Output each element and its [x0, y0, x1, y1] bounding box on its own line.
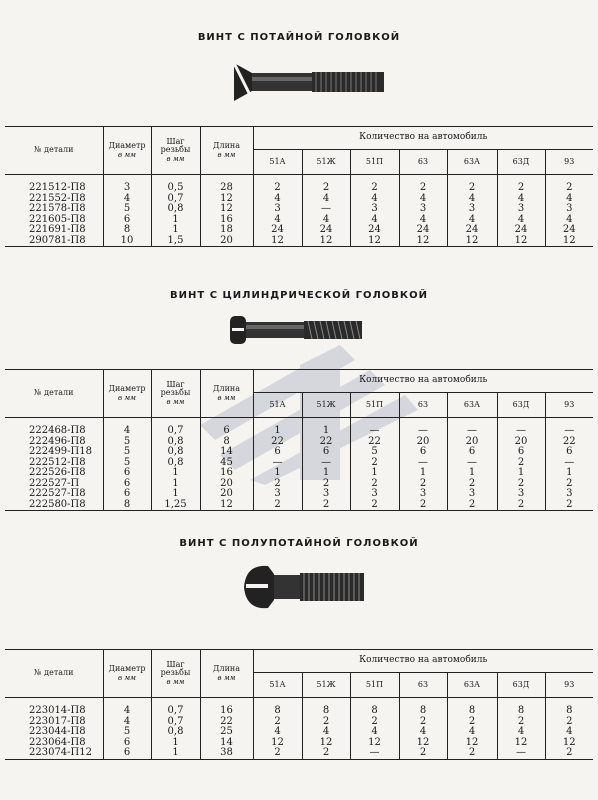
table-cell: 4 — [103, 717, 151, 728]
table-cell: 20 — [399, 437, 447, 448]
col-model: 93 — [545, 393, 593, 418]
col-model: 51Ж — [302, 150, 350, 175]
table-cell: 12 — [200, 500, 253, 511]
table-cell: 3 — [447, 204, 497, 215]
col-group-quantity: Количество на автомобиль — [253, 127, 593, 150]
cell-part-number: 222468-П8 — [5, 418, 103, 437]
table-cell: 25 — [200, 727, 253, 738]
table-cell: 6 — [497, 447, 545, 458]
col-thread-pitch: Шаг резьбы в мм — [151, 650, 200, 698]
table-cell: 8 — [350, 698, 399, 717]
table-cell: 12 — [497, 236, 545, 247]
table-cell: 8 — [253, 698, 302, 717]
col-model: 63Д — [497, 393, 545, 418]
table-cell: 1 — [497, 468, 545, 479]
table-cell: 2 — [253, 748, 302, 759]
table-cell: 12 — [350, 738, 399, 749]
table-cell: 24 — [562, 224, 576, 235]
table-row — [5, 204, 593, 215]
table-cell: 45 — [200, 458, 253, 469]
table-cell: 6 — [399, 447, 447, 458]
table-cell: 12 — [302, 236, 350, 247]
col-model: 51П — [350, 673, 399, 698]
table-row — [5, 748, 593, 759]
table-cell: 5 — [103, 447, 151, 458]
table-cell: — — [447, 458, 497, 469]
cell-part-number: 222496-П8 — [5, 437, 103, 448]
col-model: 51Ж — [302, 393, 350, 418]
cell-part-number: 223014-П8 — [5, 698, 103, 717]
table-cell: 22 — [562, 435, 576, 447]
table-cell: 0,7 — [151, 717, 200, 728]
col-length: Длина в мм — [200, 650, 253, 698]
table-cell: 5 — [103, 204, 151, 215]
table-cell: — — [253, 458, 302, 469]
table-cell: 6 — [103, 468, 151, 479]
table-body — [5, 175, 593, 247]
table-cell: 4 — [350, 727, 399, 738]
table-cell: 0,7 — [151, 418, 200, 437]
table-cell: — — [350, 418, 399, 437]
col-part-number: № детали — [5, 370, 103, 418]
cell-part-number: 221605-П8 — [5, 215, 103, 226]
table-cell: 12 — [447, 738, 497, 749]
table-cell: 2 — [447, 500, 497, 511]
table-cell: 2 — [302, 748, 350, 759]
table-cell: 3 — [302, 489, 350, 500]
col-model: 93 — [545, 673, 593, 698]
table-cell: 2 — [497, 500, 545, 511]
table-cell: 10 — [103, 236, 151, 247]
table-cell: 1 — [151, 225, 200, 236]
table-cell: 22 — [350, 437, 399, 448]
col-length: Длина в мм — [200, 127, 253, 175]
table-cell: 1 — [253, 468, 302, 479]
table-cell: 8 — [103, 500, 151, 511]
cylindrical-screw-illustration — [228, 310, 368, 350]
table-cell: 4 — [103, 418, 151, 437]
table-cell: 0,8 — [151, 727, 200, 738]
table-cell: 4 — [302, 215, 350, 226]
col-group-quantity: Количество на автомобиль — [253, 650, 593, 673]
table-cell: 1,25 — [151, 500, 200, 511]
col-model: 63А — [447, 393, 497, 418]
table-cell: 0,8 — [151, 437, 200, 448]
table-cell: 20 — [200, 236, 253, 247]
col-model: 51А — [253, 150, 302, 175]
table-cell: 3 — [253, 489, 302, 500]
table-cell: 4 — [497, 194, 545, 205]
cell-part-number: 223074-П12 — [5, 748, 103, 759]
table-cell: 24 — [447, 225, 497, 236]
table-cell: 4 — [350, 215, 399, 226]
table-cell: — — [447, 418, 497, 437]
table-cell: 3 — [350, 489, 399, 500]
table-cell: 0,8 — [151, 447, 200, 458]
table-cell: 22 — [302, 437, 350, 448]
table-cell: 2 — [497, 717, 545, 728]
table-cell: 2 — [399, 479, 447, 490]
table-cell: 12 — [399, 738, 447, 749]
table-cell: 2 — [566, 477, 573, 489]
table-cell: 3 — [350, 204, 399, 215]
cell-part-number: 222499-П18 — [5, 447, 103, 458]
col-group-quantity: Количество на автомобиль — [253, 370, 593, 393]
table-cell: — — [302, 458, 350, 469]
table-cell: 12 — [253, 236, 302, 247]
spec-table-cylindrical — [5, 369, 593, 511]
table-cell: 2 — [447, 748, 497, 759]
col-diameter: Диаметр в мм — [103, 650, 151, 698]
table-cell: 3 — [497, 204, 545, 215]
table-cell: 5 — [350, 447, 399, 458]
col-model: 63 — [399, 673, 447, 698]
table-row — [5, 489, 593, 500]
table-cell: 2 — [566, 182, 573, 193]
table-cell: 2 — [399, 748, 447, 759]
table-cell: 12 — [562, 234, 576, 246]
table-cell: 6 — [253, 447, 302, 458]
section-title-semi-countersunk: ВИНТ С ПОЛУПОТАЙНОЙ ГОЛОВКОЙ — [179, 538, 419, 549]
section-title-cylindrical: ВИНТ С ЦИЛИНДРИЧЕСКОЙ ГОЛОВКОЙ — [170, 290, 428, 301]
table-cell: 1 — [151, 215, 200, 226]
table-cell: 3 — [566, 488, 573, 499]
col-model: 51П — [350, 150, 399, 175]
table-cell: 0,7 — [151, 698, 200, 717]
table-row — [5, 194, 593, 205]
table-cell: 1 — [302, 468, 350, 479]
col-model: 63 — [399, 393, 447, 418]
table-cell: 1 — [566, 467, 573, 478]
table-cell: 4 — [566, 192, 573, 204]
table-cell: 1 — [151, 479, 200, 490]
table-row — [5, 447, 593, 458]
section-title-countersunk: ВИНТ С ПОТАЙНОЙ ГОЛОВКОЙ — [197, 32, 401, 43]
table-cell: 2 — [497, 175, 545, 194]
table-cell: 4 — [399, 727, 447, 738]
table-cell: 2 — [302, 717, 350, 728]
table-cell: 1 — [151, 468, 200, 479]
col-model: 63Д — [497, 673, 545, 698]
table-cell: 16 — [200, 468, 253, 479]
table-cell: 24 — [302, 225, 350, 236]
table-cell: — — [302, 204, 350, 215]
table-cell: 14 — [200, 447, 253, 458]
table-row — [5, 236, 593, 247]
table-cell: — — [497, 748, 545, 759]
table-cell: 24 — [350, 225, 399, 236]
table-cell: 20 — [447, 437, 497, 448]
table-cell: 12 — [200, 204, 253, 215]
table-cell: 1 — [447, 468, 497, 479]
table-row — [5, 468, 593, 479]
table-cell: 0,7 — [151, 194, 200, 205]
cell-part-number: 221578-П8 — [5, 204, 103, 215]
table-cell: 4 — [447, 215, 497, 226]
table-cell: 5 — [103, 727, 151, 738]
table-cell: 5 — [103, 458, 151, 469]
col-model: 63А — [447, 673, 497, 698]
table-row — [5, 738, 593, 749]
table-cell: — — [399, 418, 447, 437]
table-cell: 2 — [253, 175, 302, 194]
table-cell: 24 — [497, 225, 545, 236]
table-cell: 4 — [566, 213, 573, 225]
table-body — [5, 418, 593, 511]
table-cell: 3 — [253, 204, 302, 215]
col-thread-pitch: Шаг резьбы в мм — [151, 370, 200, 418]
table-cell: 3 — [497, 489, 545, 500]
table-cell: 6 — [447, 447, 497, 458]
table-cell: 2 — [253, 717, 302, 728]
table-cell: — — [564, 456, 575, 468]
table-cell: 0,8 — [151, 458, 200, 469]
table-cell: 2 — [399, 500, 447, 511]
table-cell: 4 — [447, 194, 497, 205]
table-cell: 18 — [200, 225, 253, 236]
table-cell: 8 — [497, 698, 545, 717]
table-cell: 6 — [103, 479, 151, 490]
table-cell: 6 — [103, 489, 151, 500]
table-cell: 38 — [200, 748, 253, 759]
table-cell: 0,8 — [151, 204, 200, 215]
table-cell: 1 — [151, 738, 200, 749]
table-cell: 2 — [497, 458, 545, 469]
table-cell: 12 — [447, 236, 497, 247]
table-row — [5, 418, 593, 437]
table-cell: 4 — [103, 698, 151, 717]
table-cell: 8 — [566, 705, 573, 716]
col-model: 51П — [350, 393, 399, 418]
table-cell: 4 — [350, 194, 399, 205]
table-row — [5, 698, 593, 717]
table-cell: 4 — [399, 215, 447, 226]
table-cell: 8 — [302, 698, 350, 717]
table-cell: 28 — [200, 175, 253, 194]
table-cell: 12 — [302, 738, 350, 749]
table-cell: 12 — [562, 736, 576, 748]
cell-part-number: 222512-П8 — [5, 458, 103, 469]
table-cell: 22 — [253, 437, 302, 448]
table-cell: 1 — [151, 489, 200, 500]
table-cell: — — [564, 425, 575, 436]
table-row — [5, 717, 593, 728]
col-model: 63Д — [497, 150, 545, 175]
table-row — [5, 479, 593, 490]
table-cell: 8 — [447, 698, 497, 717]
table-cell: 2 — [399, 717, 447, 728]
table-cell: — — [350, 748, 399, 759]
table-cell: 2 — [253, 500, 302, 511]
table-cell: 6 — [103, 215, 151, 226]
table-cell: 1,5 — [151, 236, 200, 247]
cell-part-number: 221691-П8 — [5, 225, 103, 236]
table-cell: 2 — [447, 479, 497, 490]
table-cell: 3 — [399, 204, 447, 215]
cell-part-number: 221552-П8 — [5, 194, 103, 205]
cell-part-number: 222527-П8 — [5, 489, 103, 500]
col-part-number: № детали — [5, 650, 103, 698]
cell-part-number: 290781-П8 — [5, 236, 103, 247]
table-cell: 1 — [151, 748, 200, 759]
cell-part-number: 222580-П8 — [5, 500, 103, 511]
col-model: 63А — [447, 150, 497, 175]
table-cell: 1 — [350, 468, 399, 479]
table-cell: 3 — [447, 489, 497, 500]
table-cell: 2 — [253, 479, 302, 490]
table-cell: 4 — [447, 727, 497, 738]
table-cell: 3 — [103, 175, 151, 194]
table-cell: 20 — [497, 437, 545, 448]
table-cell: 14 — [200, 738, 253, 749]
table-cell: 20 — [200, 479, 253, 490]
table-cell: 20 — [200, 489, 253, 500]
table-cell: 6 — [302, 447, 350, 458]
table-cell: 12 — [497, 738, 545, 749]
table-cell: 2 — [302, 175, 350, 194]
table-row — [5, 727, 593, 738]
countersunk-screw-illustration — [230, 55, 390, 105]
table-cell: — — [497, 418, 545, 437]
table-cell: 2 — [447, 717, 497, 728]
cell-part-number: 223064-П8 — [5, 738, 103, 749]
table-cell: 6 — [103, 748, 151, 759]
table-cell: 4 — [497, 727, 545, 738]
table-cell: 2 — [566, 747, 573, 758]
table-cell: 12 — [350, 236, 399, 247]
spec-table-semi-countersunk — [5, 649, 593, 760]
table-cell: 2 — [566, 715, 573, 727]
col-thread-pitch: Шаг резьбы в мм — [151, 127, 200, 175]
table-row — [5, 225, 593, 236]
table-cell: 2 — [566, 498, 573, 510]
semi-countersunk-screw-illustration — [240, 560, 370, 615]
table-cell: 2 — [350, 717, 399, 728]
col-model: 51А — [253, 673, 302, 698]
table-cell: 5 — [103, 437, 151, 448]
table-row — [5, 437, 593, 448]
table-cell: 4 — [302, 727, 350, 738]
col-model: 93 — [545, 150, 593, 175]
table-cell: 12 — [253, 738, 302, 749]
table-cell: 16 — [200, 698, 253, 717]
table-cell: 2 — [350, 479, 399, 490]
table-cell: 1 — [253, 418, 302, 437]
col-model: 51Ж — [302, 673, 350, 698]
table-row — [5, 458, 593, 469]
table-row — [5, 175, 593, 194]
table-cell: 3 — [399, 489, 447, 500]
table-cell: 6 — [103, 738, 151, 749]
col-diameter: Диаметр в мм — [103, 127, 151, 175]
table-cell: — — [399, 458, 447, 469]
table-cell: 4 — [103, 194, 151, 205]
table-cell: 2 — [497, 479, 545, 490]
table-row — [5, 215, 593, 226]
table-cell: 2 — [350, 175, 399, 194]
table-cell: 1 — [399, 468, 447, 479]
table-cell: 4 — [399, 194, 447, 205]
table-cell: 4 — [497, 215, 545, 226]
spec-table-countersunk — [5, 126, 593, 247]
table-cell: 2 — [350, 458, 399, 469]
table-cell: 4 — [253, 727, 302, 738]
cell-part-number: 223044-П8 — [5, 727, 103, 738]
cell-part-number: 221512-П8 — [5, 175, 103, 194]
table-cell: 2 — [447, 175, 497, 194]
table-cell: 2 — [399, 175, 447, 194]
table-cell: 0,5 — [151, 175, 200, 194]
table-cell: 6 — [200, 418, 253, 437]
table-cell: 4 — [253, 215, 302, 226]
table-cell: 12 — [399, 236, 447, 247]
col-model: 63 — [399, 150, 447, 175]
table-cell: 2 — [302, 479, 350, 490]
table-cell: 1 — [302, 418, 350, 437]
table-cell: 8 — [200, 437, 253, 448]
col-model: 51А — [253, 393, 302, 418]
table-cell: 3 — [566, 203, 573, 214]
table-cell: 16 — [200, 215, 253, 226]
col-part-number: № детали — [5, 127, 103, 175]
table-cell: 4 — [566, 726, 573, 737]
table-cell: 8 — [399, 698, 447, 717]
table-cell: 4 — [253, 194, 302, 205]
table-cell: 24 — [253, 225, 302, 236]
table-cell: 6 — [566, 446, 573, 457]
col-length: Длина в мм — [200, 370, 253, 418]
table-body — [5, 698, 593, 760]
table-cell: 24 — [399, 225, 447, 236]
table-cell: 8 — [103, 225, 151, 236]
table-cell: 12 — [200, 194, 253, 205]
table-row — [5, 500, 593, 511]
cell-part-number: 222526-П8 — [5, 468, 103, 479]
table-cell: 22 — [200, 717, 253, 728]
col-diameter: Диаметр в мм — [103, 370, 151, 418]
table-cell: 2 — [350, 500, 399, 511]
cell-part-number: 222527-П — [5, 479, 103, 490]
table-cell: 2 — [302, 500, 350, 511]
table-cell: 4 — [302, 194, 350, 205]
cell-part-number: 223017-П8 — [5, 717, 103, 728]
